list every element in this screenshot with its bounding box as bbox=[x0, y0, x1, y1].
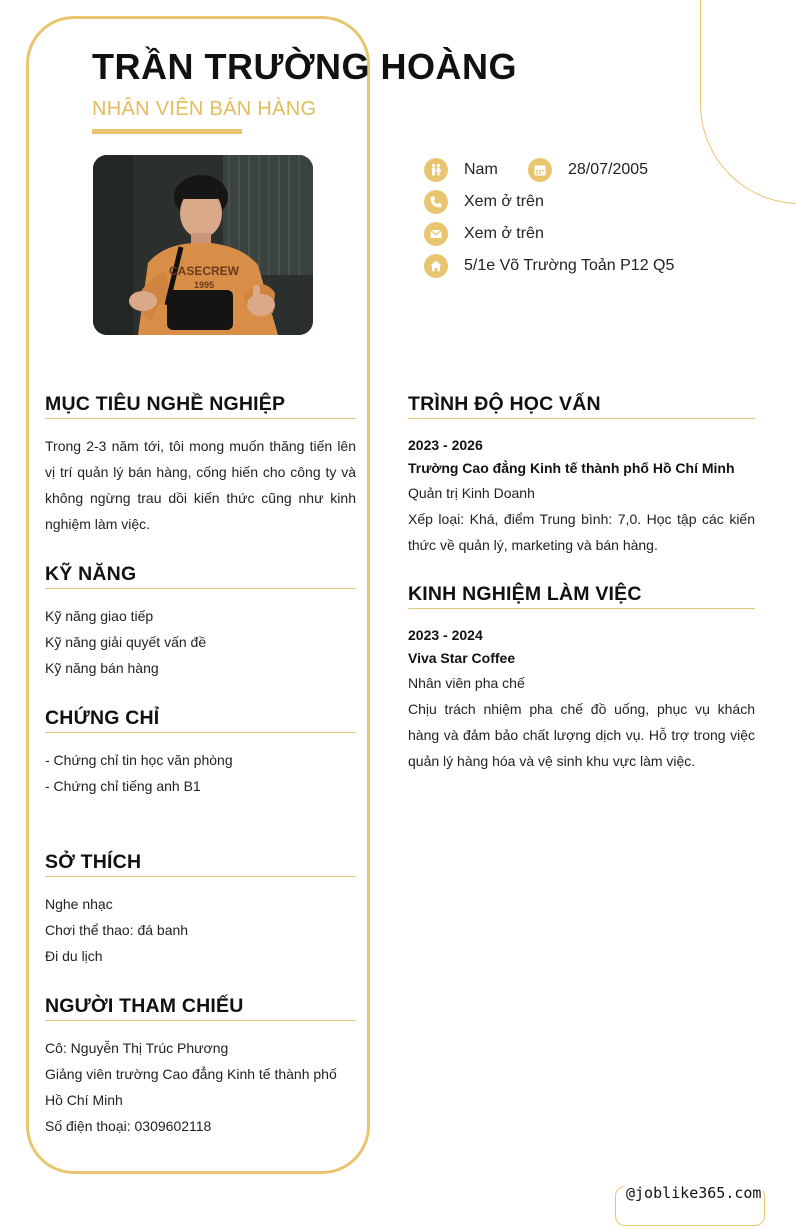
certificates-section bbox=[45, 707, 356, 799]
certificate-item: - Chứng chỉ tiếng anh B1 bbox=[45, 778, 201, 794]
career-objective-title: MỤC TIÊU NGHỀ NGHIỆP bbox=[45, 393, 356, 419]
certificates-title: CHỨNG CHỈ bbox=[45, 707, 356, 733]
gender-icon bbox=[424, 158, 448, 182]
hobbies-section bbox=[45, 851, 356, 969]
reference-item: Giảng viên trường Cao đẳng Kinh tế thành phố Hồ Chí Minh bbox=[45, 1066, 337, 1108]
experience-description: Chịu trách nhiệm pha chế đồ uống, phục vụ khách hàng và đảm bảo chất lượng dịch vụ. Hỗ trợ trong việc quản lý hàng hóa và vệ sinh khu vực làm việc. bbox=[408, 701, 755, 769]
education-description: Xếp loại: Khá, điểm Trung bình: 7,0. Học tập các kiến thức về quản lý, marketing và bán hàng. bbox=[408, 511, 755, 553]
education-major: Quản trị Kinh Doanh bbox=[408, 485, 535, 501]
education-period: 2023 - 2026 bbox=[408, 437, 483, 453]
references-title: NGƯỜI THAM CHIẾU bbox=[45, 995, 356, 1021]
experience-period: 2023 - 2024 bbox=[408, 627, 483, 643]
shirt-text-line2: 1995 bbox=[193, 280, 215, 290]
address-row bbox=[424, 250, 674, 282]
corner-decoration bbox=[700, 0, 796, 204]
address-value: 5/1e Võ Trường Toản P12 Q5 bbox=[464, 257, 675, 274]
hobbies-title: SỞ THÍCH bbox=[45, 851, 356, 877]
experience-position: Nhân viên pha chế bbox=[408, 675, 525, 691]
gender-birthday-row bbox=[424, 154, 674, 186]
career-objective-text: Trong 2-3 năm tới, tôi mong muốn thăng tiến lên vị trí quản lý bán hàng, cống hiến cho công ty và không ngừng trau dồi kiến thức cũng như kinh nghiệm làm việc. bbox=[45, 438, 356, 532]
references-section bbox=[45, 995, 356, 1139]
skill-item: Kỹ năng giao tiếp bbox=[45, 608, 154, 624]
calendar-icon bbox=[528, 158, 552, 182]
experience-entry bbox=[408, 624, 755, 774]
candidate-name: TRẦN TRƯỜNG HOÀNG bbox=[92, 46, 518, 87]
profile-photo bbox=[93, 155, 313, 335]
reference-item: Số điện thoại: 0309602118 bbox=[45, 1118, 212, 1134]
hobby-item: Đi du lịch bbox=[45, 948, 103, 964]
experience-title: KINH NGHIỆM LÀM VIỆC bbox=[408, 583, 755, 609]
skills-list bbox=[45, 603, 356, 681]
job-title: NHÂN VIÊN BÁN HÀNG bbox=[92, 98, 317, 120]
title-underline bbox=[92, 129, 242, 134]
phone-row bbox=[424, 186, 674, 218]
education-section bbox=[408, 393, 755, 558]
education-entry bbox=[408, 434, 755, 558]
site-watermark: @joblike365.com bbox=[626, 1184, 762, 1202]
reference-item: Cô: Nguyễn Thị Trúc Phương bbox=[45, 1040, 229, 1056]
phone-icon bbox=[424, 190, 448, 214]
experience-section bbox=[408, 583, 755, 774]
skill-item: Kỹ năng giải quyết vấn đề bbox=[45, 634, 207, 650]
education-title: TRÌNH ĐỘ HỌC VẤN bbox=[408, 393, 755, 419]
certificates-list bbox=[45, 747, 356, 799]
skills-section bbox=[45, 563, 356, 681]
birthday-value: 28/07/2005 bbox=[568, 161, 649, 178]
email-value: Xem ở trên bbox=[464, 225, 544, 242]
company-name: Viva Star Coffee bbox=[408, 650, 516, 666]
hobby-item: Chơi thể thao: đá banh bbox=[45, 922, 189, 938]
email-row bbox=[424, 218, 674, 250]
shirt-text-line1: CASECREW bbox=[168, 264, 240, 278]
skills-title: KỸ NĂNG bbox=[45, 563, 356, 589]
hobby-item: Nghe nhạc bbox=[45, 896, 113, 912]
skill-item: Kỹ năng bán hàng bbox=[45, 660, 159, 676]
career-objective-section bbox=[45, 393, 356, 537]
phone-value: Xem ở trên bbox=[464, 193, 544, 210]
gender-value: Nam bbox=[464, 161, 498, 178]
home-icon bbox=[424, 254, 448, 278]
contact-info bbox=[424, 154, 674, 282]
hobbies-list bbox=[45, 891, 356, 969]
profile-photo-illustration bbox=[93, 155, 313, 335]
certificate-item: - Chứng chỉ tin học văn phòng bbox=[45, 752, 233, 768]
references-list bbox=[45, 1035, 356, 1139]
email-icon bbox=[424, 222, 448, 246]
school-name: Trường Cao đẳng Kinh tế thành phố Hồ Chí Minh bbox=[408, 460, 735, 476]
